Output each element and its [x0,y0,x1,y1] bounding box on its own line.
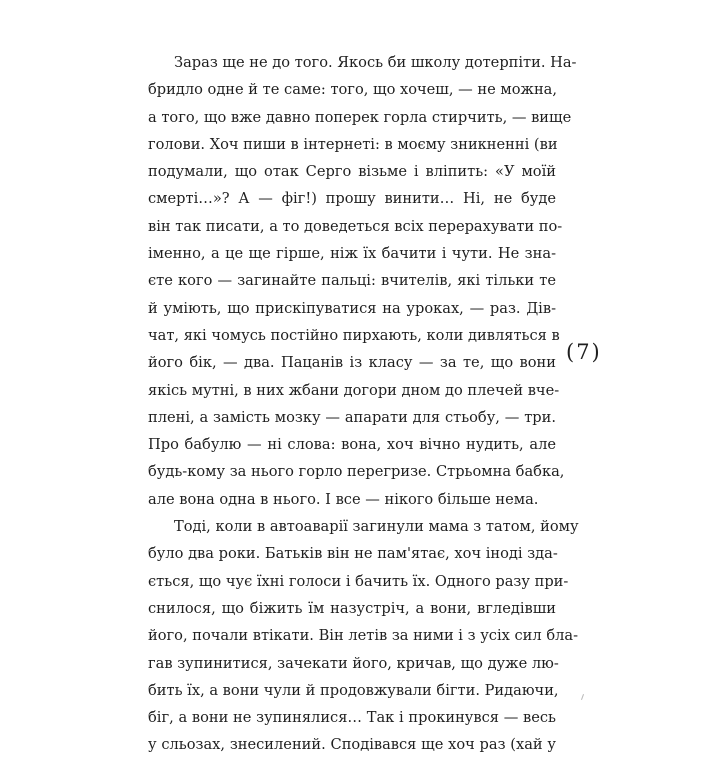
text-line: його, почали втікати. Він летів за ними і з усіх сил бла- [148,627,579,645]
text-line: ється, що чує їхні голоси і бачить їх. Одного разу при- [148,572,569,590]
text-line: снилося, що біжить їм назустріч, а вони, вгледівши [148,599,556,617]
text-line: але вона одна в нього. І все — нікого більше нема. [148,490,539,508]
text-line: біг, а вони не зупинялися… Так і прокинувся — весь [148,709,556,727]
text-line: його бік, — два. Пацанів із класу — за те, що вони [148,354,556,372]
text-line: було два роки. Батьків він не пам'ятає, хоч іноді зда- [148,545,558,563]
body-text [148,49,579,759]
paper-speck [581,694,584,700]
text-line: смерті…»? А — фіг!) прошу винити… Ні, не буде [148,190,556,208]
text-line: Тоді, коли в автоаварії загинули мама з татом, йому [174,518,579,536]
text-line: Зараз ще не до того. Якось би школу дотерпіти. На- [174,54,577,71]
text-line: й уміють, що прискіпуватися на уроках, — раз. Дів- [148,299,556,317]
text-line: у сльозах, знесилений. Сподівався ще хоч раз (хай у [148,736,556,754]
text-line: бридло одне й те саме: того, що хочеш, — не можна, [148,81,558,99]
text-line: гав зупинитися, зачекати його, кричав, що дуже лю- [148,654,559,672]
text-line: будь-кому за нього горло перегризе. Стрьомна бабка, [148,463,565,481]
text-line: Про бабулю — ні слова: вона, хоч вічно нудить, але [148,436,556,454]
text-line: подумали, що отак Серго візьме і вліпить: «У моїй [148,163,556,181]
text-line: якісь мутні, в них жбани догори дном до плечей вче- [148,381,560,399]
text-line: голови. Хоч пиши в інтернеті: в моєму зникненні (ви [148,135,558,153]
text-line: іменно, а це ще гірше, ніж їх бачити і чути. Не зна- [148,245,556,263]
text-line: плені, а замість мозку — апарати для стьобу, — три. [148,408,556,426]
text-line: а того, що вже давно поперек горла стирчить, — вище [148,108,572,126]
text-line: він так писати, а то доведеться всіх перерахувати по- [148,217,563,235]
page-number: (7) [566,340,602,364]
text-line: бить їх, а вони чули й продовжували бігти. Ридаючи, [148,681,559,699]
text-line: чат, які чомусь постійно пирхають, коли дивляться в [148,326,560,344]
text-line: єте кого — загинайте пальці: вчителів, які тільки те [148,272,556,290]
